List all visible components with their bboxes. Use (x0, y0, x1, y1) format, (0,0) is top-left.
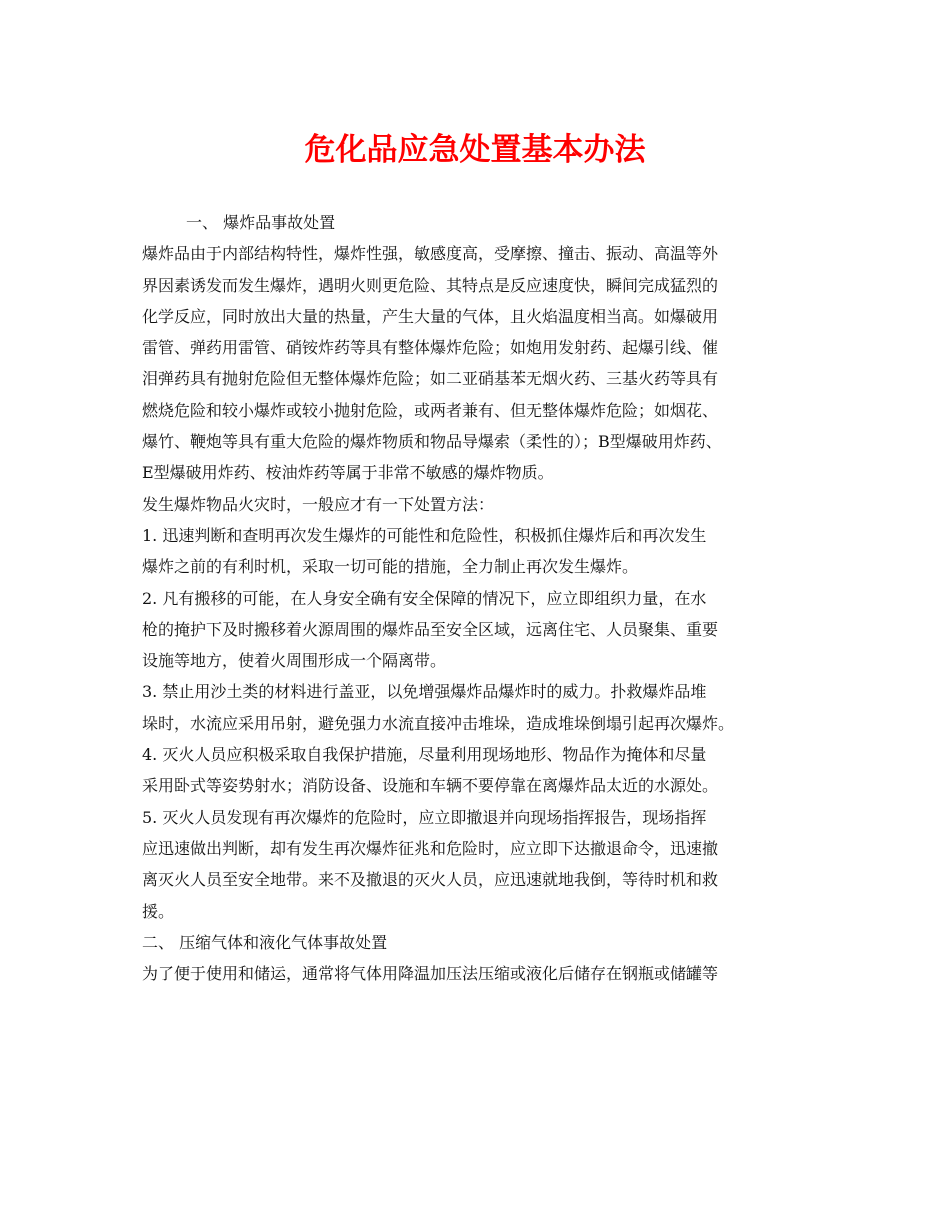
list-item-line: 爆炸之前的有利时机，采取一切可能的措施，全力制止再次发生爆炸。 (142, 557, 639, 577)
list-item-line: 应迅速做出判断，却有发生再次爆炸征兆和危险时，应立即下达撤退命令，迅速撤 (142, 838, 719, 858)
paragraph-line: 界因素诱发而发生爆炸，遇明火则更危险、其特点是反应速度快，瞬间完成猛烈的 (142, 275, 719, 295)
list-item-line: 2. 凡有搬移的可能，在人身安全确有安全保障的情况下，应立即组织力量，在水 (142, 588, 707, 608)
paragraph-line: 为了便于使用和储运，通常将气体用降温加压法压缩或液化后储存在钢瓶或储罐等 (142, 964, 719, 984)
list-item-line: 设施等地方，使着火周围形成一个隔离带。 (142, 651, 447, 671)
document-body (142, 207, 828, 989)
list-item-line: 采用卧式等姿势射水；消防设备、设施和车辆不要停靠在离爆炸品太近的水源处。 (142, 776, 719, 796)
paragraph-line: 化学反应，同时放出大量的热量，产生大量的气体，且火焰温度相当高。如爆破用 (142, 306, 719, 326)
paragraph-line: 爆炸品由于内部结构特性，爆炸性强，敏感度高，受摩擦、撞击、振动、高温等外 (142, 244, 719, 264)
paragraph-line: 泪弹药具有抛射危险但无整体爆炸危险；如二亚硝基苯无烟火药、三基火药等具有 (142, 369, 719, 389)
paragraph-line: 雷管、弹药用雷管、硝铵炸药等具有整体爆炸危险；如炮用发射药、起爆引线、催 (142, 338, 719, 358)
list-item-line: 3. 禁止用沙土类的材料进行盖亚，以免增强爆炸品爆炸时的威力。扑救爆炸品堆 (142, 682, 707, 702)
list-item-line: 1. 迅速判断和查明再次发生爆炸的可能性和危险性，积极抓住爆炸后和再次发生 (142, 525, 707, 545)
paragraph-line: 燃烧危险和较小爆炸或较小抛射危险，或两者兼有、但无整体爆炸危险；如烟花、 (142, 400, 719, 420)
paragraph-line: E型爆破用炸药、桉油炸药等属于非常不敏感的爆炸物质。 (142, 463, 554, 483)
section-heading-explosives: 一、 爆炸品事故处置 (186, 213, 336, 232)
list-item-line: 垛时，水流应采用吊射，避免强力水流直接冲击堆垛，造成堆垛倒塌引起再次爆炸。 (142, 713, 735, 733)
paragraph-line: 发生爆炸物品火灾时，一般应才有一下处置方法： (142, 494, 495, 514)
list-item-line: 枪的掩护下及时搬移着火源周围的爆炸品至安全区域，远离住宅、人员聚集、重要 (142, 619, 719, 639)
list-item-line: 援。 (142, 901, 175, 921)
list-item-line: 5. 灭火人员发现有再次爆炸的危险时，应立即撤退并向现场指挥报告，现场指挥 (142, 807, 707, 827)
paragraph-line: 爆竹、鞭炮等具有重大危险的爆炸物质和物品导爆索（柔性的）；B型爆破用炸药、 (142, 432, 722, 452)
list-item-line: 离灭火人员至安全地带。来不及撤退的灭火人员，应迅速就地我倒，等待时机和救 (142, 870, 719, 890)
list-item-line: 4. 灭火人员应积极采取自我保护措施，尽量利用现场地形、物品作为掩体和尽量 (142, 745, 707, 765)
section-heading-compressed-gas: 二、 压缩气体和液化气体事故处置 (142, 932, 388, 952)
page-title: 危化品应急处置基本办法 (304, 132, 646, 168)
